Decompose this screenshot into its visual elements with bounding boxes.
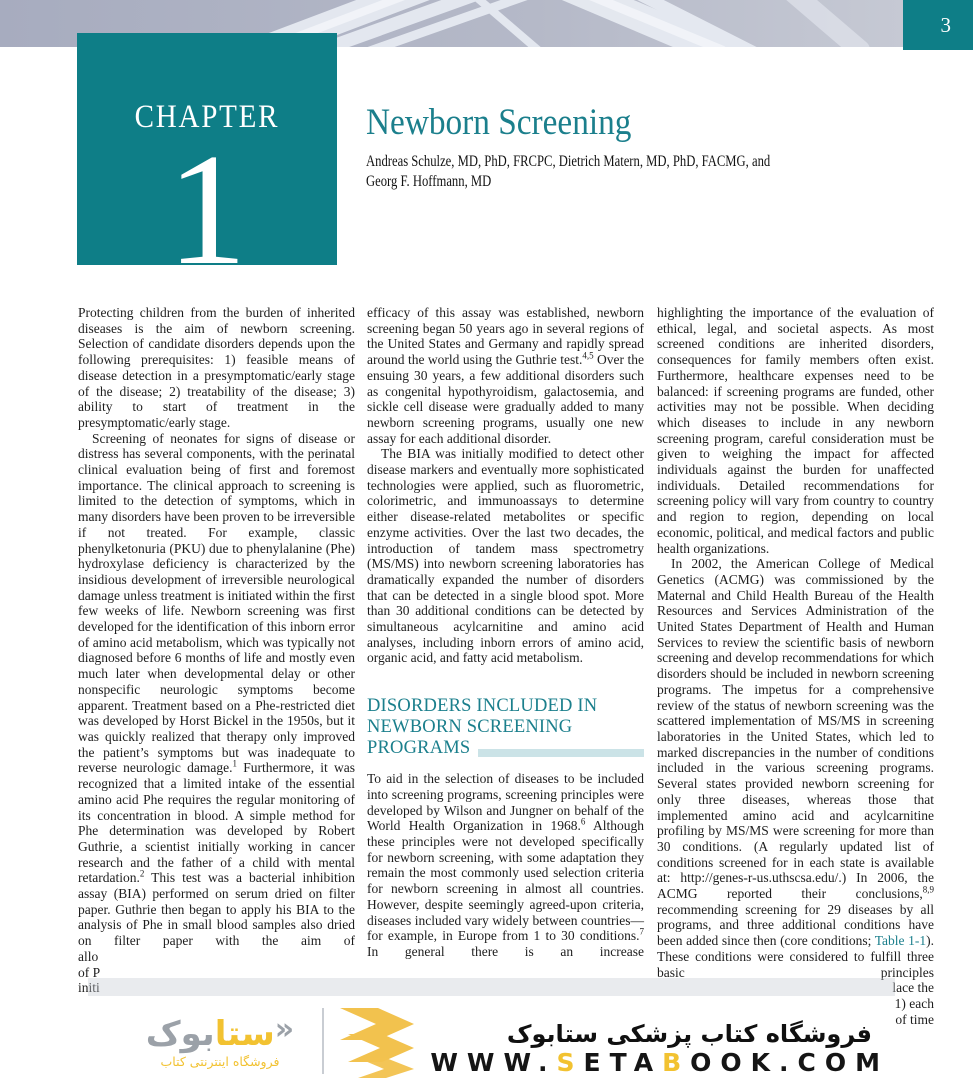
text-column-1 [78,305,355,996]
watermark-backdrop-strip [88,978,895,996]
paragraph: The BIA was initially modified to detect other disease markers and eventually more sophisticated technologies were applied, such as fluorometric, colorimetric, and immunoassays to determine either disease-related metabolites or specific enzyme activities. Over the last two decades, the introduction of tandem mass spectrometry (MS/MS) into newborn screening laboratories has dramatically expanded the number of disorders that can be detected in a single blood spot. More than 30 additional conditions can be detected by simultaneous acylcarnitine and amino acid analyses, including inborn errors of amino acid, organic acid, and fatty acid metabolism. [367,446,644,666]
page-number-box [903,0,973,50]
section-heading [367,696,644,759]
chapter-block [77,33,337,299]
chapter-title: Newborn Screening [366,102,632,143]
chevron-emblem-icon [334,1008,426,1079]
paragraph: Screening of neonates for signs of disease or distress has several components, with the perinatal clinical evaluation being of first and foremost importance. The clinical approach to screening is limited to the detection of symptoms, which in many disorders have been proven to be irreversible if not treated. For example, classic phenylketonuria (PKU) due to phenylalanine (Phe) hydroxylase deficiency is characterized by the insidious development of irreversible neurological damage unless treatment is initiated within the first few weeks of life. Newborn screening was first developed for the identification of this inborn error of amino acid metabolism, which was typically not diagnosed before 6 months of life and mostly even much later when developmental delay or other nonspecific neurologic symptoms become apparent. Treatment based on a Phe-restricted diet was developed by Horst Bickel in the 1950s, but it was quickly realized that therapy only improved the patient’s symptoms but was inadequate to reverse neurologic damage.$^1$ Furthermore, it was recognized that a limited intake of the essential amino acid Phe requires the regular monitoring of its concentration in blood. A simple method for Phe determination was developed by Robert Guthrie, a scientist initially working in cancer research and the father of a child with mental retardation.$^2$ This test was a bacterial inhibition assay (BIA) performed on serum dried on filter paper. Guthrie then began to apply his BIA to the analysis of Phe in small blood samples also dried on filter paper with the aim of [78,430,355,949]
truncated-line-fragment: of P [78,964,101,980]
page-number: 3 [940,12,951,37]
guillemet-icon: « [274,1012,295,1047]
paragraph: To aid in the selection of diseases to be included into screening programs, screening principles were developed by Wilson and Jungner on behalf of the World Health Organization in 1968.$^6$ Although these principles were not developed specifically for newborn screening, with some adaptation they remain the most commonly used selection criteria for newborn screening in almost all countries. However, despite seemingly agreed-upon criteria, diseases included vary widely between countries—for example, in Europe from 1 to 30 conditions.$^7$ In general there is an increase [367,771,644,959]
truncated-line-fragment: of time [895,1011,934,1027]
watermark-logo [125,1012,315,1069]
section-heading-line: NEWBORN SCREENING [367,717,573,738]
section-heading-line: PROGRAMS [367,738,471,759]
chapter-number: 1 [167,120,247,299]
chapter-label: CHAPTER [134,99,280,135]
watermark-url-segment: WWW. [430,1048,557,1077]
author-byline [366,152,770,192]
paragraph: highlighting the importance of the evaluation of ethical, legal, and societal aspects. As most screened conditions are inherited disorders, consequences for family members often exist. Furthermore, healthcare expenses need to be balanced: if screening programs are funded, other activities may not be possible. When deciding which diseases to include in any newborn screening program, careful consideration must be given to weighing the impact for affected individuals against the burden for unaffected individuals. Detailed recommendations for screening policy will vary from country to country and region to region, depending on local economic, political, and medical factors and public health organizations. [657,305,934,556]
paragraph: In 2002, the American College of Medical Genetics (ACMG) was commissioned by the Maternal and Child Health Bureau of the Health Resources and Services Administration of the United States Department of Health and Human Services to review the scientific basis of newborn screening and develop recommendations for which disorders should be included in newborn screening programs. The impetus for a comprehensive review of the status of newborn screening was the scattered implementation of MS/MS in screening laboratories in the United States, which led to marked discrepancies in the number of conditions included in the various screening programs. Several states provided newborn screening for only three diseases, whereas those that implemented amino acid and acylcarnitine profiling by MS/MS were screening for more than 30 conditions. (A regularly updated list of conditions screened for in each state is available at: http://genes-r-us.uthscsa.edu/.) In 2006, the ACMG reported their conclusions,$^{8,9}$ recommending screening for 29 diseases by all programs, and three additional conditions have been added since then (core conditions; Table 1-1). These conditions were considered to fulfill three basic principles [657,556,934,980]
author-line-2: Georg F. Hoffmann, MD [366,173,492,190]
author-line-1: Andreas Schulze, MD, PhD, FRCPC, Dietrich Matern, MD, PhD, FACMG, and [366,153,771,170]
truncated-line-fragment: lace the [892,980,934,996]
paragraph: Protecting children from the burden of inherited diseases is the aim of newborn screening. Selection of candidate disorders depends upon the following prerequisites: 1) feasible means of disease detection in a presymptomatic/early stage of the disease; 2) treatability of the disease; 3) ability to start of treatment in the presymptomatic/early stage. [78,305,355,430]
watermark-url-segment: ETA [583,1048,663,1077]
watermark-url [430,1048,889,1077]
text-column-2 [367,305,644,960]
truncated-line-fragment: 1) each [894,995,934,1011]
truncated-line-fragment: initi [78,980,100,996]
truncated-line-fragment: allo [78,948,99,964]
watermark-url-segment: S [556,1048,584,1077]
logo-subtitle: فروشگاه اینترنتی کتاب [160,1054,280,1069]
watermark-url-segment: OOK.COM [690,1048,889,1077]
setabook-logo-text: «ستابوک [145,1012,295,1054]
section-heading-line: DISORDERS INCLUDED IN [367,696,598,717]
text-column-3 [657,305,934,1027]
table-1-1-reference: Table 1-1 [874,933,927,949]
watermark-divider [322,1008,324,1074]
heading-underline-bar [478,749,644,757]
paragraph: efficacy of this assay was established, newborn screening began 50 years ago in several regions of the United States and Germany and rapidly spread around the world using the Guthrie test.$^{4,5}$ Over the ensuing 30 years, a few additional disorders such as congenital hypothyroidism, galactosemia, and sickle cell disease were gradually added to many newborn screening programs, usually one new assay for each additional disorder. [367,305,644,446]
watermark-store-name: فروشگاه کتاب پزشکی ستابوک [506,1020,872,1048]
watermark-url-segment: B [662,1048,691,1077]
